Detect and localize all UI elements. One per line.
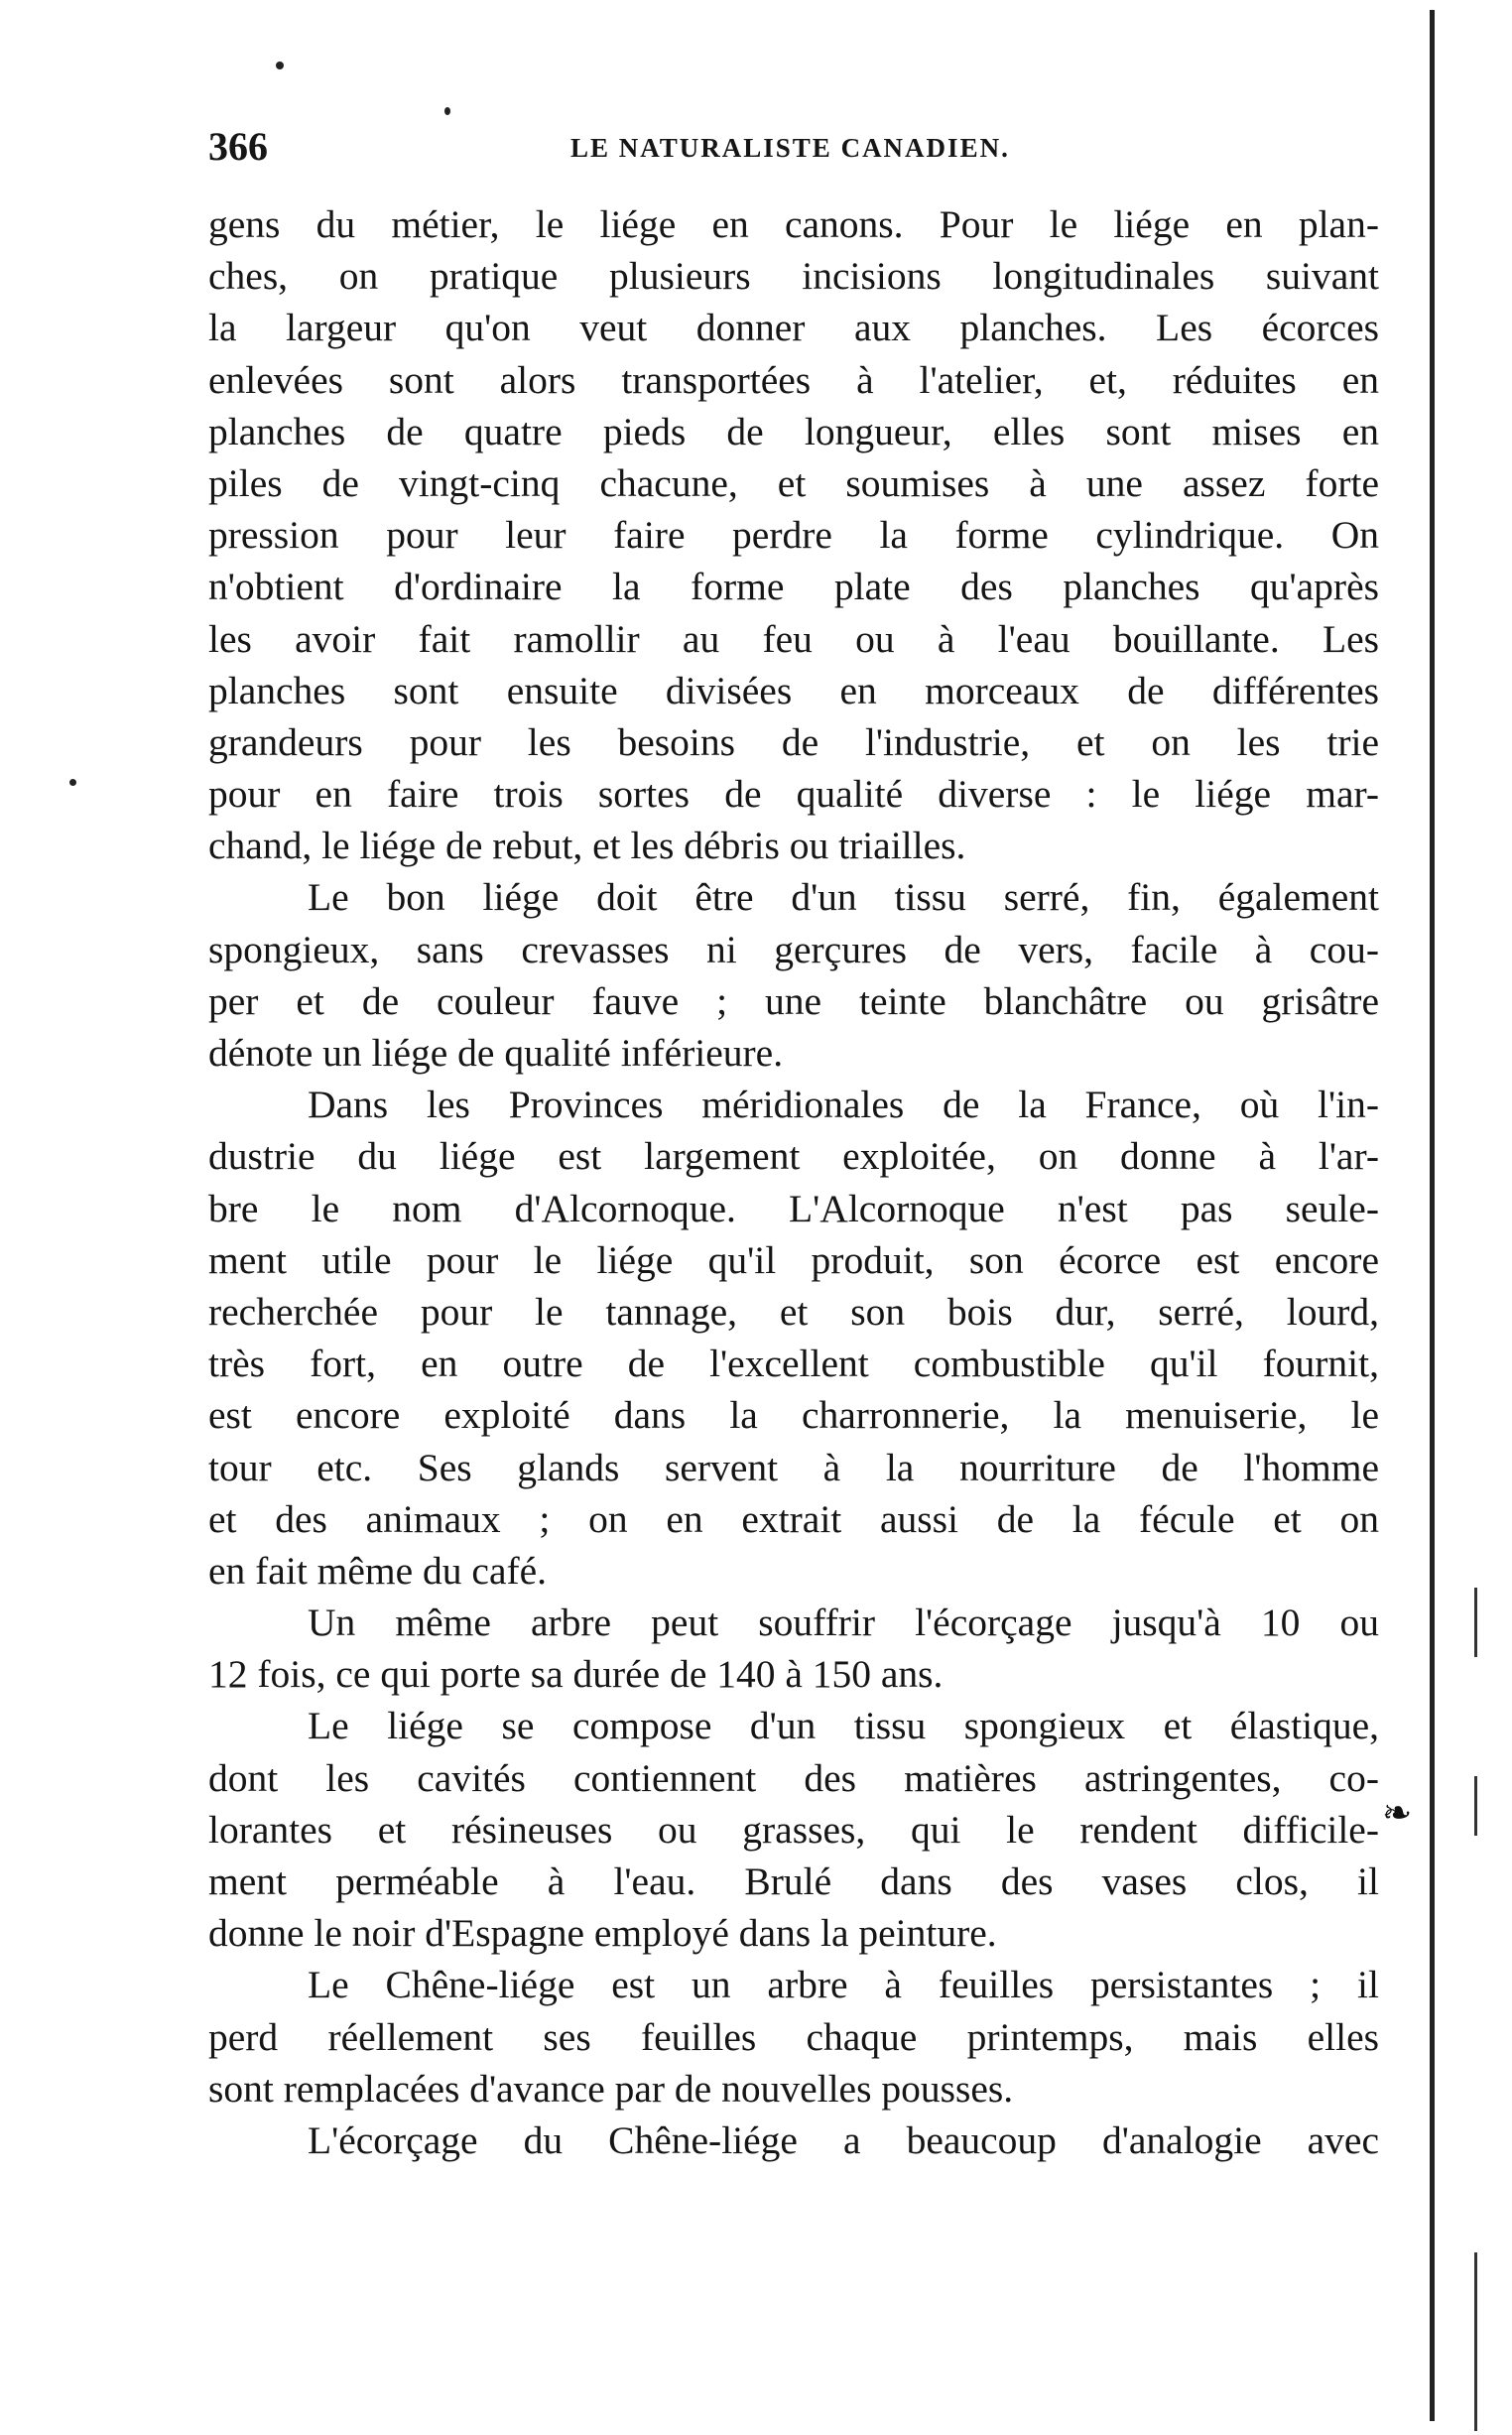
text-line: Le bon liége doit être d'un tissu serré, fin, également [308, 875, 1379, 920]
scan-speck [444, 107, 450, 115]
text-line: gens du métier, le liége en canons. Pour le liége en plan- [208, 202, 1379, 246]
text-line: spongieux, sans crevasses ni gerçures de vers, facile à cou- [208, 927, 1379, 971]
text-line: pression pour leur faire perdre la forme cylindrique. On [208, 513, 1379, 558]
text-line: per et de couleur fauve ; une teinte blanchâtre ou grisâtre [208, 978, 1379, 1023]
body-text [208, 198, 1379, 2166]
binding-edge-fragment [1474, 1588, 1477, 1657]
binding-edge-fragment [1474, 2252, 1477, 2431]
text-line: grandeurs pour les besoins de l'industrie, et on les trie [208, 719, 1379, 764]
text-line: planches sont ensuite divisées en morceaux de différentes [208, 668, 1379, 712]
text-line: n'obtient d'ordinaire la forme plate des planches qu'après [208, 565, 1379, 609]
text-line: piles de vingt-cinq chacune, et soumises à une assez forte [208, 460, 1379, 505]
text-line: enlevées sont alors transportées à l'atelier, et, réduites en [208, 357, 1379, 402]
text-line: L'écorçage du Chêne-liége a beaucoup d'analogie avec [308, 2117, 1379, 2162]
text-line: ment utile pour le liége qu'il produit, son écorce est encore [208, 1237, 1379, 1282]
text-line: la largeur qu'on veut donner aux planches. Les écorces [208, 306, 1379, 350]
text-line: Le liége se compose d'un tissu spongieux et élastique, [308, 1704, 1379, 1748]
text-line: tour etc. Ses glands servent à la nourriture de l'homme [208, 1445, 1379, 1489]
text-line: lorantes et résineuses ou grasses, qui le rendent difficile- [208, 1807, 1379, 1852]
running-head: LE NATURALISTE CANADIEN. [570, 133, 1010, 163]
text-line: dustrie du liége est largement exploitée, on donne à l'ar- [208, 1134, 1379, 1179]
text-line: sont remplacées d'avance par de nouvelles pousses. [208, 2066, 1014, 2111]
text-line: planches de quatre pieds de longueur, elles sont mises en [208, 409, 1379, 453]
page-number: 366 [208, 124, 268, 169]
text-line: recherchée pour le tannage, et son bois dur, serré, lourd, [208, 1289, 1379, 1334]
text-line: 12 fois, ce qui porte sa durée de 140 à 150 ans. [208, 1652, 944, 1697]
text-line: dont les cavités contiennent des matières astringentes, co- [208, 1755, 1379, 1800]
scan-speck [69, 779, 76, 786]
text-line: dénote un liége de qualité inférieure. [208, 1031, 784, 1075]
binding-edge-fragment [1474, 1776, 1477, 1836]
text-line: ment perméable à l'eau. Brulé dans des vases clos, il [208, 1859, 1379, 1903]
text-line: ches, on pratique plusieurs incisions longitudinales suivant [208, 254, 1379, 299]
text-line: Le Chêne-liége est un arbre à feuilles persistantes ; il [308, 1963, 1379, 2007]
text-line: en fait même du café. [208, 1548, 548, 1593]
text-line: donne le noir d'Espagne employé dans la peinture. [208, 1911, 997, 1956]
text-line: chand, le liége de rebut, et les débris ou triailles. [208, 824, 966, 868]
text-line: est encore exploité dans la charronnerie, la menuiserie, le [208, 1393, 1379, 1438]
text-line: Un même arbre peut souffrir l'écorçage jusqu'à 10 ou [308, 1601, 1379, 1645]
ink-blot-icon: ❧ [1382, 1793, 1413, 1834]
page-header [208, 117, 1379, 177]
scan-speck [276, 62, 284, 69]
binding-edge-rule [1430, 10, 1435, 2421]
text-line: très fort, en outre de l'excellent combustible qu'il fournit, [208, 1342, 1379, 1386]
text-line: et des animaux ; on en extrait aussi de la fécule et on [208, 1496, 1379, 1541]
text-line: les avoir fait ramollir au feu ou à l'eau bouillante. Les [208, 616, 1379, 661]
text-line: Dans les Provinces méridionales de la France, où l'in- [308, 1083, 1379, 1127]
text-line: pour en faire trois sortes de qualité diverse : le liége mar- [208, 772, 1379, 817]
text-line: bre le nom d'Alcornoque. L'Alcornoque n'est pas seule- [208, 1186, 1379, 1230]
text-line: perd réellement ses feuilles chaque printemps, mais elles [208, 2014, 1379, 2059]
